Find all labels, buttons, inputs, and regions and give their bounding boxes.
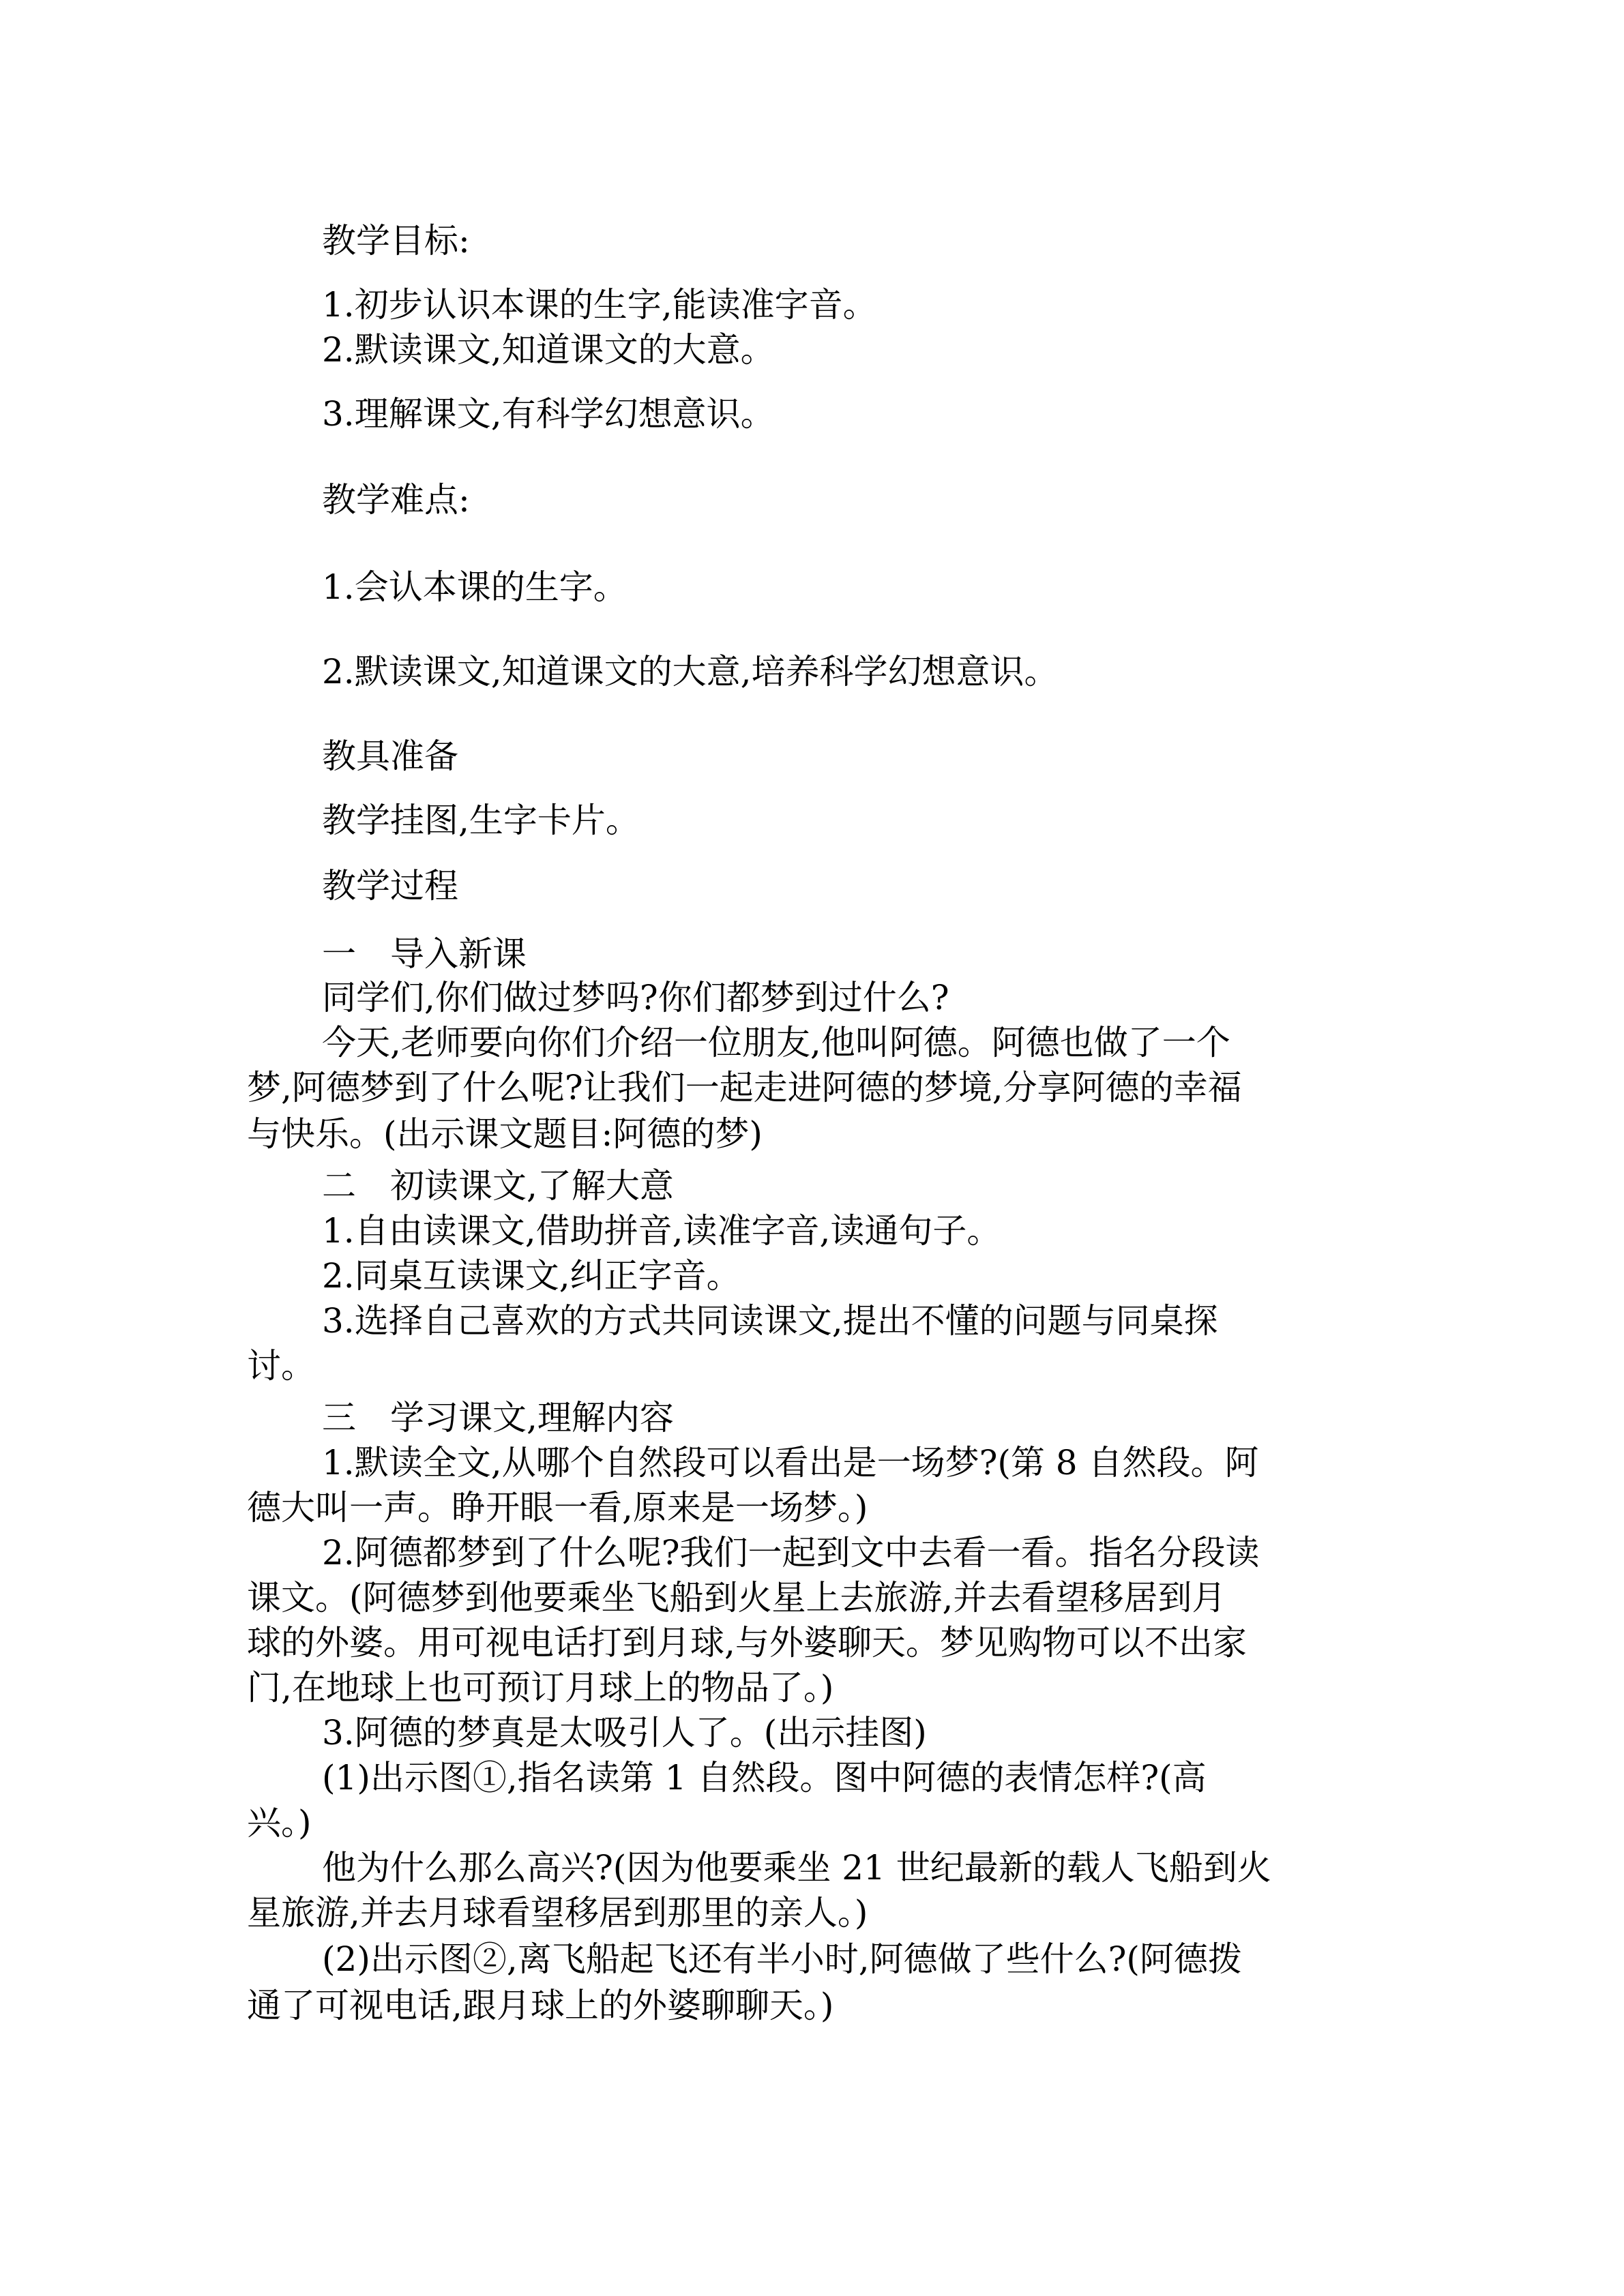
section-1-title: 一 导入新课: [322, 934, 527, 974]
difficulty-item-2: 2.默读课文,知道课文的大意,培养科学幻想意识。: [322, 652, 1059, 691]
teaching-aids-text: 教学挂图,生字卡片。: [322, 801, 640, 840]
paragraph-line: 球的外婆。用可视电话打到月球,与外婆聊天。梦见购物可以不出家: [247, 1623, 1247, 1663]
paragraph-line: 1.默读全文,从哪个自然段可以看出是一场梦?(第 8 自然段。阿: [322, 1443, 1259, 1482]
paragraph-line: 3.阿德的梦真是太吸引人了。(出示挂图): [322, 1713, 927, 1753]
paragraph-line: 2.阿德都梦到了什么呢?我们一起到文中去看一看。指名分段读: [322, 1533, 1260, 1572]
paragraph-line: 通了可视电话,跟月球上的外婆聊聊天。): [247, 1986, 834, 2025]
goal-item-3: 3.理解课文,有科学幻想意识。: [322, 394, 775, 434]
paragraph-line: 课文。(阿德梦到他要乘坐飞船到火星上去旅游,并去看望移居到月: [247, 1578, 1226, 1617]
paragraph-line: 1.自由读课文,借助拼音,读准字音,读通句子。: [322, 1211, 1001, 1251]
section-2-title: 二 初读课文,了解大意: [322, 1166, 674, 1206]
goal-item-2: 2.默读课文,知道课文的大意。: [322, 330, 775, 370]
paragraph-line: (2)出示图②,离飞船起飞还有半小时,阿德做了些什么?(阿德拨: [322, 1939, 1242, 1979]
paragraph-line: 梦,阿德梦到了什么呢?让我们一起走进阿德的梦境,分享阿德的幸福: [247, 1068, 1242, 1107]
heading-teaching-goals: 教学目标:: [322, 221, 470, 260]
paragraph-line: 兴。): [247, 1803, 312, 1843]
paragraph-line: 3.选择自己喜欢的方式共同读课文,提出不懂的问题与同桌探: [322, 1301, 1218, 1341]
section-3-title: 三 学习课文,理解内容: [322, 1398, 674, 1437]
paragraph-line: 他为什么那么高兴?(因为他要乘坐 21 世纪最新的载人飞船到火: [322, 1848, 1271, 1888]
paragraph-line: 德大叫一声。睁开眼一看,原来是一场梦。): [247, 1488, 868, 1527]
paragraph-line: 星旅游,并去月球看望移居到那里的亲人。): [247, 1893, 868, 1933]
paragraph-line: 同学们,你们做过梦吗?你们都梦到过什么?: [322, 978, 949, 1017]
goal-item-1: 1.初步认识本课的生字,能读准字音。: [322, 285, 877, 325]
paragraph-line: 今天,老师要向你们介绍一位朋友,他叫阿德。阿德也做了一个: [322, 1023, 1230, 1062]
paragraph-line: 与快乐。(出示课文题目:阿德的梦): [247, 1114, 763, 1154]
paragraph-line: 门,在地球上也可预订月球上的物品了。): [247, 1668, 834, 1708]
paragraph-line: (1)出示图①,指名读第 1 自然段。图中阿德的表情怎样?(高: [322, 1758, 1207, 1798]
difficulty-item-1: 1.会认本课的生字。: [322, 567, 628, 607]
paragraph-line: 2.同桌互读课文,纠正字音。: [322, 1256, 741, 1296]
heading-teaching-process: 教学过程: [322, 866, 458, 906]
paragraph-line: 讨。: [247, 1346, 315, 1386]
heading-teaching-difficulties: 教学难点:: [322, 480, 470, 520]
heading-teaching-aids: 教具准备: [322, 736, 458, 776]
